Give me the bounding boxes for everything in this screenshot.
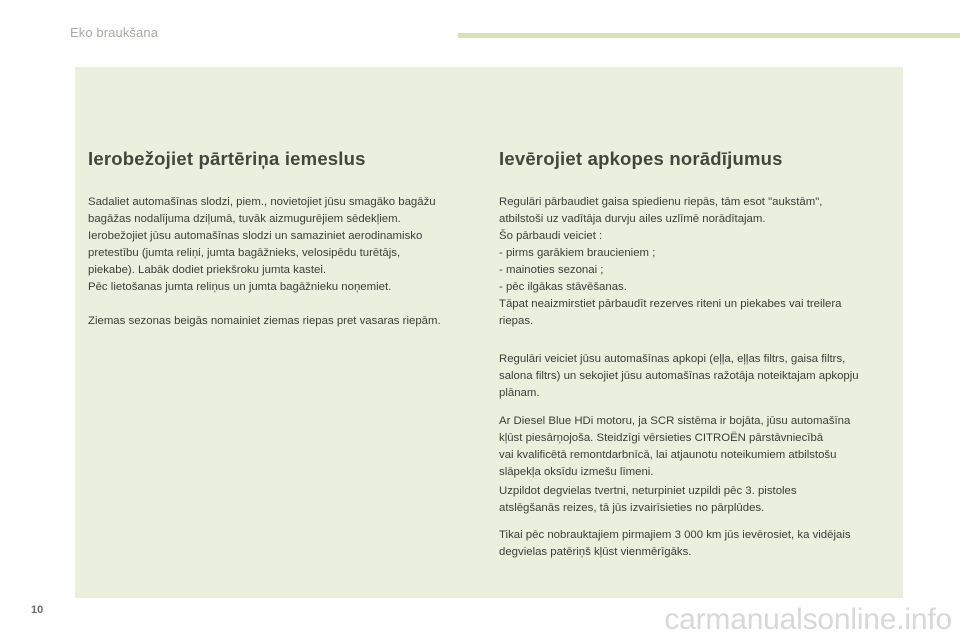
page-number: 10: [31, 604, 44, 616]
right-paragraph-consumption: Tikai pēc nobrauktajiem pirmajiem 3 000 km jūs ievērosiet, ka vidējais degvielas patēriņš kļūst vienmērīgāks.: [499, 529, 851, 558]
left-paragraph-tyres: Ziemas sezonas beigās nomainiet ziemas riepas pret vasaras riepām.: [88, 315, 441, 327]
right-paragraph-scr: Ar Diesel Blue HDi motoru, ja SCR sistēma ir bojāta, jūsu automašīna kļūst piesārņojoša. Steidzīgi vērsieties CITROËN pārstāvniecībā vai kvalificētā remontdarbnīcā, lai atjaunotu noteikumiem atbilstošu slāpekļa oksīdu izmešu līmeni.: [499, 415, 851, 478]
right-heading: Ievērojiet apkopes norādījumus: [499, 148, 783, 169]
header-accent-bar: [458, 33, 960, 38]
right-paragraph-refuel: Uzpildot degvielas tvertni, neturpiniet uzpildi pēc 3. pistoles atslēgšanās reizes, tā jūs izvairīsieties no pārplūdes.: [499, 485, 797, 514]
watermark-text: carmanualsonline.info: [664, 603, 952, 636]
left-paragraph-load: Sadaliet automašīnas slodzi, piem., novietojiet jūsu smagāko bagāžu bagāžas nodalījuma dziļumā, tuvāk aizmugurējiem sēdekļiem. Ierobežojiet jūsu automašīnas slodzi un samaziniet aerodinamisko pretestību (jumta reliņi, jumta bagāžnieks, velosipēdu turētājs, piekabe). Labāk dodiet priekšroku jumta kastei. Pēc lietošanas jumta reliņus un jumta bagāžnieku noņemiet.: [88, 196, 436, 293]
section-title: Eko braukšana: [70, 25, 159, 40]
right-paragraph-tyre-pressure: Regulāri pārbaudiet gaisa spiedienu riepās, tām esot "aukstām", atbilstoši uz vadītāja durvju ailes uzlīmē norādītajam. Šo pārbaudi veiciet : - pirms garākiem braucieniem ; - mainoties sezonai ; - pēc ilgākas stāvēšanas. Tāpat neaizmirstiet pārbaudīt rezerves riteni un piekabes vai treilera riepas.: [499, 196, 842, 327]
content-panel: [75, 67, 903, 598]
left-heading: Ierobežojiet pārtēriņa iemeslus: [88, 148, 366, 169]
right-paragraph-service: Regulāri veiciet jūsu automašīnas apkopi (eļļa, eļļas filtrs, gaisa filtrs, salona filtrs) un sekojiet jūsu automašīnas ražotāja noteiktajam apkopju plānam.: [499, 353, 859, 399]
